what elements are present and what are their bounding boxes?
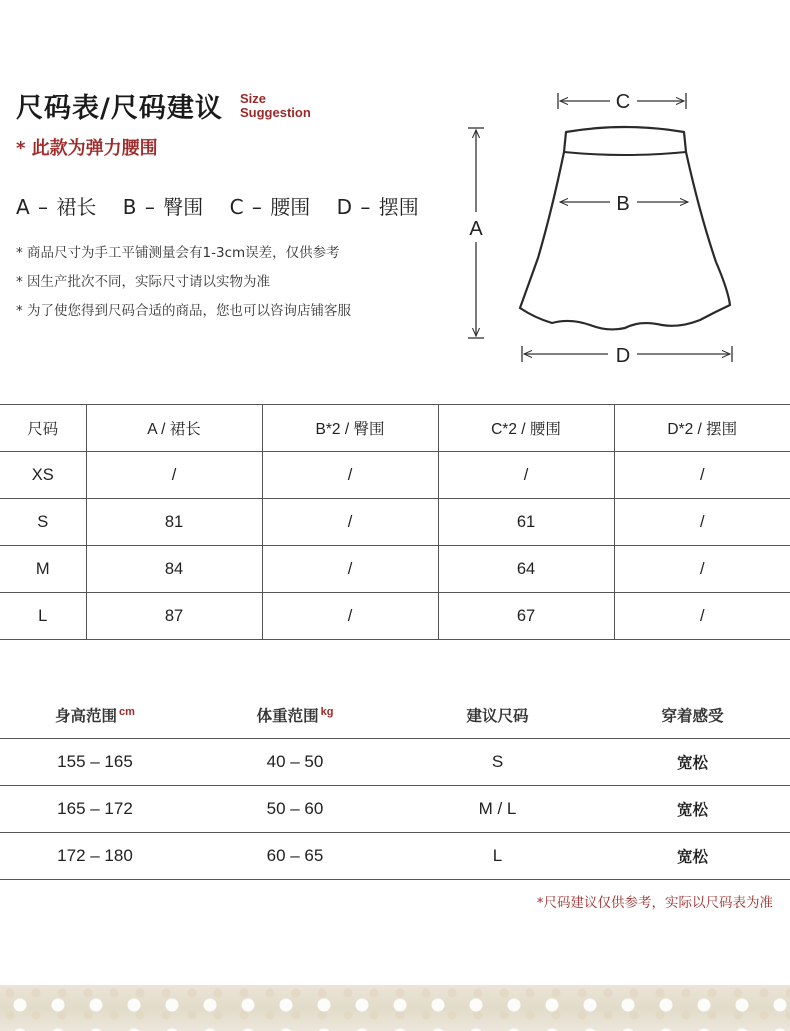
page-title: 尺码表/尺码建议 — [16, 93, 223, 124]
length-cell: 81 — [86, 499, 262, 546]
legend-a: A – 裙长 — [16, 195, 97, 219]
header-fit-feel: 穿着感受 — [595, 692, 790, 739]
weight-range-cell: 40 – 50 — [190, 739, 400, 786]
hem-cell: / — [614, 593, 790, 640]
hip-cell: / — [262, 499, 438, 546]
table-row — [0, 833, 790, 880]
page-title-english — [240, 92, 311, 120]
fit-table-header — [0, 692, 790, 739]
length-cell: 87 — [86, 593, 262, 640]
waist-cell: / — [438, 452, 614, 499]
fit-feel-cell: 宽松 — [595, 833, 790, 880]
label-c: C — [615, 91, 631, 113]
fit-feel-cell: 宽松 — [595, 786, 790, 833]
header-weight — [190, 692, 400, 739]
hem-cell: / — [614, 546, 790, 593]
size-cell: M — [0, 546, 86, 593]
waist-cell: 61 — [438, 499, 614, 546]
hip-cell: / — [262, 452, 438, 499]
note-contact-service: * 为了使您得到尺码合适的商品，您也可以咨询店铺客服 — [16, 303, 352, 319]
size-chart-table — [0, 404, 790, 640]
hem-cell: / — [614, 499, 790, 546]
weight-range-cell: 50 – 60 — [190, 786, 400, 833]
skirt-diagram — [460, 85, 750, 375]
header-height-label: 身高范围 — [55, 708, 118, 725]
header-height — [0, 692, 190, 739]
header-weight-unit: kg — [320, 706, 334, 718]
header-size: 尺码 — [0, 405, 86, 452]
hem-cell: / — [614, 452, 790, 499]
measurement-legend — [16, 191, 437, 220]
size-suggestion-footnote: *尺码建议仅供参考，实际以尺码表为准 — [536, 895, 773, 911]
weight-range-cell: 60 – 65 — [190, 833, 400, 880]
header-weight-label: 体重范围 — [256, 708, 319, 725]
header-waist: C*2 / 腰围 — [438, 405, 614, 452]
height-range-cell: 155 – 165 — [0, 739, 190, 786]
size-table-header — [0, 405, 790, 452]
length-cell: 84 — [86, 546, 262, 593]
suggested-size-cell: S — [400, 739, 595, 786]
height-range-cell: 165 – 172 — [0, 786, 190, 833]
header-length: A / 裙长 — [86, 405, 262, 452]
skirt-outline-icon — [520, 127, 730, 329]
size-cell: L — [0, 593, 86, 640]
lace-fabric-image — [0, 985, 790, 1031]
length-cell: / — [86, 452, 262, 499]
header-height-unit: cm — [119, 706, 135, 718]
table-row — [0, 593, 790, 640]
label-a: A — [469, 218, 483, 240]
table-row — [0, 452, 790, 499]
table-row — [0, 546, 790, 593]
label-b: B — [616, 193, 630, 215]
label-d: D — [615, 345, 631, 367]
header-suggested-size: 建议尺码 — [400, 692, 595, 739]
suggested-size-cell: L — [400, 833, 595, 880]
note-measurement-error: * 商品尺寸为手工平铺测量会有1-3cm误差，仅供参考 — [16, 245, 340, 261]
legend-c: C – 腰围 — [229, 195, 311, 219]
title-en-line1: Size — [240, 91, 267, 106]
waist-cell: 67 — [438, 593, 614, 640]
suggested-size-cell: M / L — [400, 786, 595, 833]
waist-cell: 64 — [438, 546, 614, 593]
elastic-waist-note: * 此款为弹力腰围 — [16, 138, 158, 159]
height-range-cell: 172 – 180 — [0, 833, 190, 880]
legend-b: B – 臀围 — [122, 195, 204, 219]
size-cell: S — [0, 499, 86, 546]
table-row — [0, 499, 790, 546]
header-hip: B*2 / 臀围 — [262, 405, 438, 452]
hip-cell: / — [262, 593, 438, 640]
note-batch-difference: * 因生产批次不同，实际尺寸请以实物为准 — [16, 274, 271, 290]
fit-suggestion-table — [0, 692, 790, 880]
fit-feel-cell: 宽松 — [595, 739, 790, 786]
title-en-line2: Suggestion — [240, 105, 311, 120]
legend-d: D – 摆围 — [336, 195, 419, 219]
header-hem: D*2 / 摆围 — [614, 405, 790, 452]
table-row — [0, 739, 790, 786]
size-cell: XS — [0, 452, 86, 499]
table-row — [0, 786, 790, 833]
hip-cell: / — [262, 546, 438, 593]
